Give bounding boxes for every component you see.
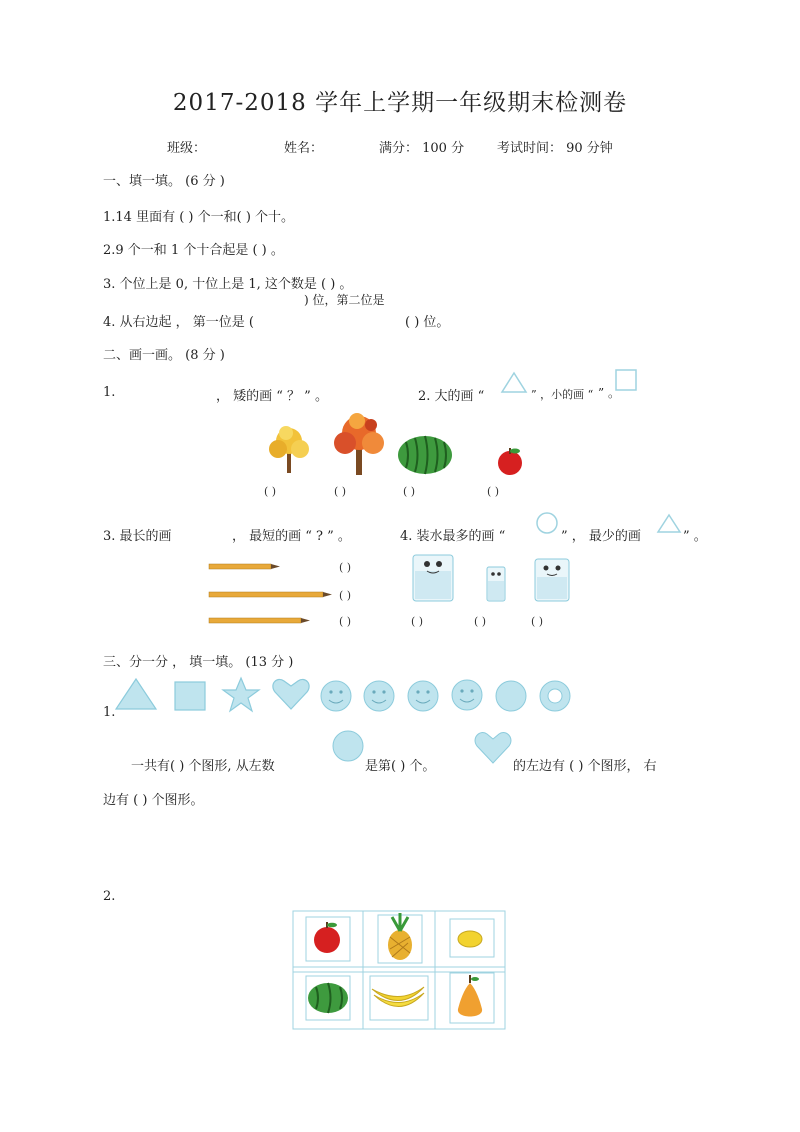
- s2-q3-b: ， 最短的画 “ ? ” 。: [232, 529, 351, 544]
- score-label: 满分： 100 分: [379, 141, 465, 156]
- tree-big-blank[interactable]: ( ): [334, 485, 347, 498]
- time-label: 考试时间： 90 分钟: [497, 141, 613, 156]
- smiley-shape-2: [364, 681, 394, 711]
- pencil3-blank[interactable]: ( ): [339, 615, 352, 628]
- lemon-fruit: [458, 931, 482, 947]
- section3-heading: 三、分一分 ， 填一填。 (13 分 ): [103, 655, 294, 670]
- smiley-shape-1: [321, 681, 351, 711]
- s3-line2: 边有 ( ) 个图形。: [103, 793, 204, 808]
- section2-heading: 二、画一画。 (8 分 ): [103, 348, 225, 363]
- apple-fruit: [314, 922, 340, 953]
- watermelon-icon: [396, 434, 454, 476]
- class-label: 班级：: [167, 141, 207, 156]
- cup2-blank[interactable]: ( ): [474, 615, 487, 628]
- pencil-medium-icon: [209, 563, 281, 571]
- heart-shape: [273, 679, 309, 709]
- triangle-icon: [501, 372, 527, 394]
- circle-shape: [496, 681, 526, 711]
- fruit-grid: [292, 909, 506, 1031]
- s2-q3-a: 3. 最长的画: [103, 529, 172, 544]
- banana-fruit: [372, 987, 424, 1007]
- page-title: 2017-2018 学年上学期一年级期末检测卷: [172, 90, 628, 116]
- smiley-shape-3: [408, 681, 438, 711]
- s1-q3: 3. 个位上是 0, 十位上是 1, 这个数是 ( ) 。: [103, 277, 353, 292]
- heart-icon: [474, 730, 512, 764]
- small-cup-icon: [485, 565, 507, 603]
- triangle-icon: [657, 514, 681, 534]
- section1-heading: 一、填一填。 (6 分 ): [103, 174, 225, 189]
- s3-line1-a: 一共有( ) 个图形, 从左数: [131, 759, 275, 774]
- s2-q4-c: ” 。: [683, 529, 707, 544]
- s2-q4-b: ” ， 最少的画: [561, 529, 641, 544]
- small-tree-icon: [266, 425, 312, 477]
- s2-q2-c: ” 。: [598, 386, 620, 400]
- circle-icon: [332, 730, 364, 762]
- s2-q2-a: 2. 大的画 “: [418, 389, 485, 404]
- pencil2-blank[interactable]: ( ): [339, 589, 352, 602]
- s2-q4-a: 4. 装水最多的画 “: [400, 529, 506, 544]
- cup1-blank[interactable]: ( ): [411, 615, 424, 628]
- s3-q1: 1.: [103, 705, 116, 720]
- s3-line1-c: 的左边有 ( ) 个图形， 右: [513, 759, 657, 774]
- square-icon: [615, 369, 637, 391]
- smiley-shape-4: [452, 680, 482, 710]
- apple-icon: [496, 446, 524, 476]
- s3-line1-b: 是第( ) 个。: [365, 759, 436, 774]
- watermelon-blank[interactable]: ( ): [403, 485, 416, 498]
- star-shape: [223, 678, 259, 711]
- name-label: 姓名：: [284, 141, 324, 156]
- s1-q2: 2.9 个一和 1 个十合起是 ( ) 。: [103, 243, 284, 258]
- circle-icon: [535, 511, 559, 535]
- ring-shape: [540, 681, 570, 711]
- pencil-long-icon: [209, 591, 333, 599]
- s3-q2: 2.: [103, 889, 116, 904]
- s1-q4-mid: ) 位，第二位是: [304, 293, 385, 307]
- medium-cup-icon: [533, 557, 571, 603]
- tree-small-blank[interactable]: ( ): [264, 485, 277, 498]
- s1-q4: 4. 从右边起 ， 第一位是 (: [103, 315, 255, 330]
- pear-fruit: [458, 975, 482, 1017]
- square-shape: [175, 682, 205, 710]
- watermelon-fruit: [308, 983, 348, 1013]
- cup3-blank[interactable]: ( ): [531, 615, 544, 628]
- s2-q1: 1.: [103, 385, 116, 400]
- large-cup-icon: [411, 553, 455, 603]
- pineapple-fruit: [388, 913, 412, 960]
- s1-q4-b: ( ) 位。: [405, 315, 450, 330]
- s2-q2-b: ” ，小的画 “: [531, 388, 594, 401]
- pencil-short-icon: [209, 617, 311, 625]
- s2-q1-text: ， 矮的画 “ ？ ” 。: [216, 389, 328, 404]
- s1-q1: 1.14 里面有 ( ) 个一和( ) 个十。: [103, 210, 295, 225]
- pencil1-blank[interactable]: ( ): [339, 561, 352, 574]
- triangle-shape: [116, 679, 156, 709]
- big-tree-icon: [333, 413, 385, 477]
- shape-row: [115, 676, 575, 716]
- apple-blank[interactable]: ( ): [487, 485, 500, 498]
